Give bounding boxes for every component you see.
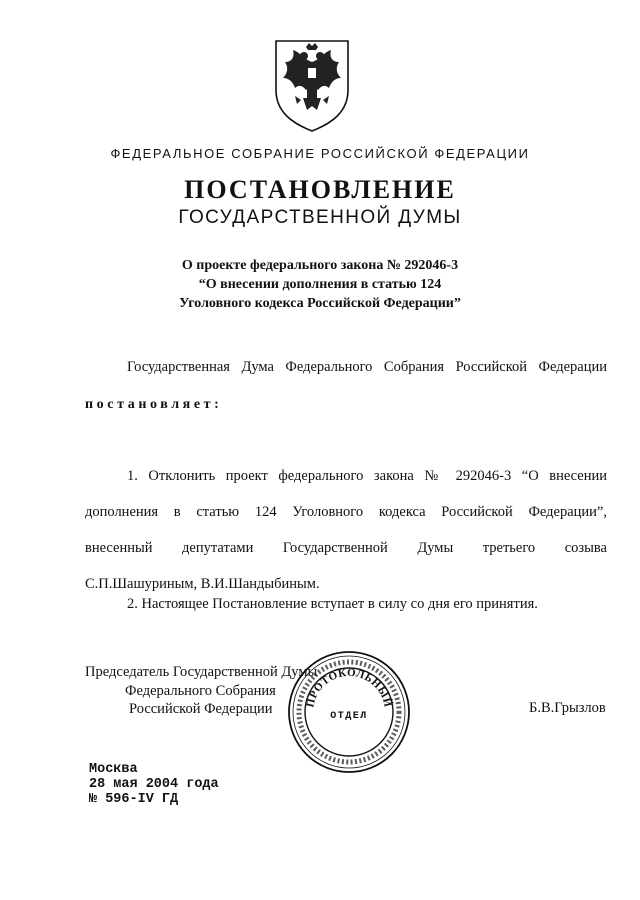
resolution-item-2: 2. Настоящее Постановление вступает в силу со дня его принятия.: [127, 596, 538, 612]
stamp-center-text: ОТДЕЛ: [330, 711, 368, 722]
document-type-title: ПОСТАНОВЛЕНИЕ: [184, 175, 456, 204]
subject-line-1: О проекте федерального закона № 292046-3: [181, 258, 459, 273]
signatory-name: Б.В.Грызлов: [529, 700, 606, 716]
resolution-item-1: [85, 458, 607, 602]
item-1-line: внесенный депутатами Государственной Думы третьего созыва: [85, 540, 607, 556]
subject-line-2: “О внесении дополнения в статью 124: [198, 277, 442, 292]
decree-word: постановляет:: [85, 397, 223, 412]
signatory-title-line: Председатель Государственной Думы: [85, 664, 318, 680]
document-number: № 596-IV ГД: [89, 792, 179, 807]
item-1-line: 1. Отклонить проект федерального закона № 292046-3 “О внесении: [127, 468, 607, 484]
item-1-line: дополнения в статью 124 Уголовного кодекса Российской Федерации”,: [85, 504, 607, 520]
round-seal-stamp: [287, 650, 411, 774]
stamp-arc-text: ПРОТОКОЛЬНЫЙ: [304, 666, 394, 709]
document-subject: [0, 256, 640, 313]
signatory-title-line: Российской Федерации: [129, 701, 273, 717]
preamble-paragraph: Государственная Дума Федерального Собрания Российской Федерации: [127, 359, 607, 375]
signatory-title: [85, 663, 317, 719]
signatory-title-line: Федерального Собрания: [125, 682, 276, 699]
issuer-title: ГОСУДАРСТВЕННОЙ ДУМЫ: [178, 207, 462, 228]
document-footer: [89, 762, 219, 807]
parliament-heading: ФЕДЕРАЛЬНОЕ СОБРАНИЕ РОССИЙСКОЙ ФЕДЕРАЦИИ: [110, 146, 530, 161]
place-of-signing: Москва: [89, 762, 138, 777]
signing-date: 28 мая 2004 года: [89, 777, 219, 792]
item-1-line: С.П.Шашуриным, В.И.Шандыбиным.: [85, 576, 320, 592]
coat-of-arms-icon: [273, 38, 351, 134]
subject-line-3: Уголовного кодекса Российской Федерации”: [179, 296, 461, 311]
